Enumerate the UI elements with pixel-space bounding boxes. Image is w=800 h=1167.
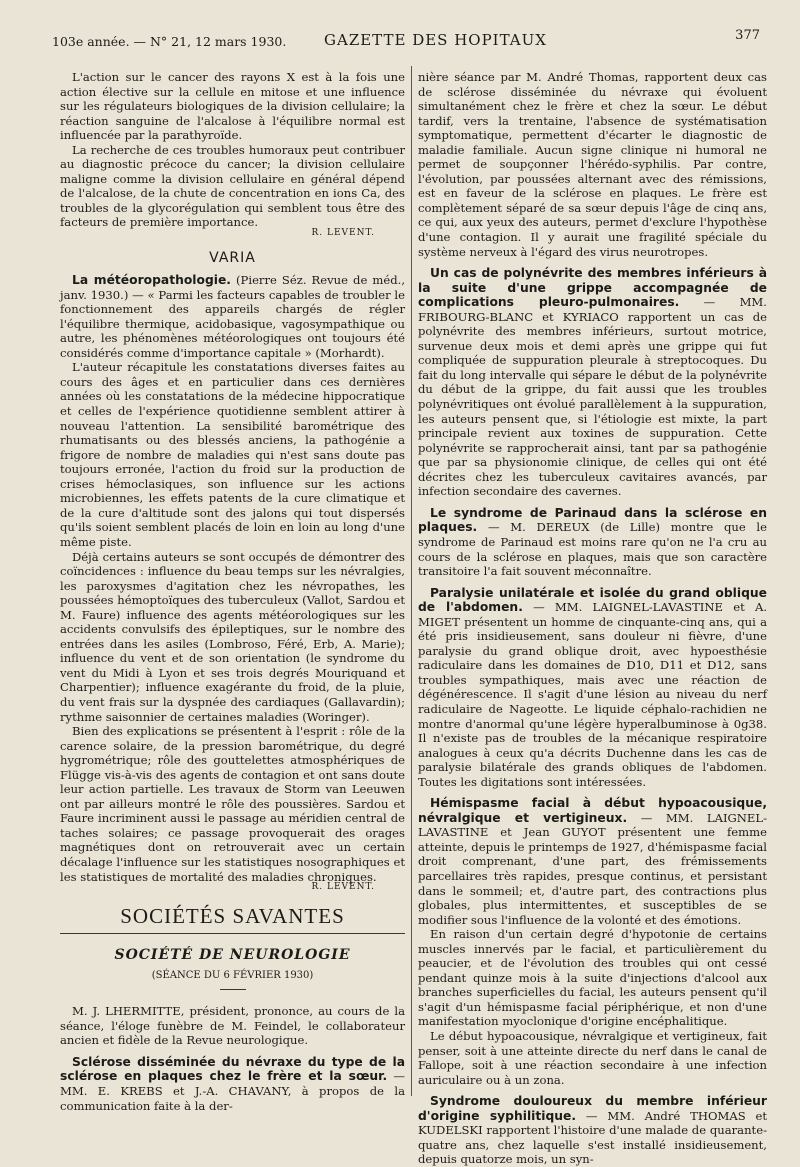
session-date: (SÉANCE DU 6 FÉVRIER 1930) <box>151 969 314 981</box>
article-meteo <box>60 273 405 360</box>
article-syndrome <box>418 1094 767 1167</box>
divider-short <box>220 989 246 990</box>
journal-title: GAZETTE DES HOPITAUX <box>324 31 547 49</box>
article-text: — M. DEREUX (de Lille) montre que le syndrome de Parinaud est moins rare qu'on ne l'a cru au cours de la sclérose en plaques, mais que son caractère transitoire l'a fait souvent méconnaître. <box>418 520 767 579</box>
article-text: — MM. André THOMAS et KUDELSKI rapportent l'histoire d'une malade de quarante-quatre ans, chez laquelle s'est installé insidieusement, depuis quatorze mois, un syn- <box>418 1108 767 1167</box>
article-title: Un cas de polynévrite des membres inférieurs à la suite d'une grippe accompagnée de complications pleuro-pulmonaires. <box>418 266 767 310</box>
paragraph: nière séance par M. André Thomas, rapportent deux cas de sclérose disséminée du névraxe qui évoluent simultanément chez le frère et chez la sœur. Le début tardif, vers la trentaine, l'absence de systématisation symptomatique, permettent d'écarter le diagnostic de maladie familiale. Aucun signe clinique ni humoral ne permet de soupçonner l'hérédo-syphilis. Par contre, l'évolution, par poussées alternant avec des rémissions, est en faveur de la sclérose en plaques. Le frère est complètement séparé de sa sœur depuis l'âge de cinq ans, ce qui, aux yeux des auteurs, permet d'exclure l'hypothèse d'une contagion. Il y aurait une fragilité spéciale du système nerveux à l'égard des virus neurotropes. <box>418 70 767 259</box>
article-title: Syndrome douloureux du membre inférieur d'origine syphilitique. <box>418 1094 767 1123</box>
column-separator <box>411 66 412 1096</box>
article-title: Hémispasme facial à début hypoacousique, névralgique et vertigineux. <box>418 796 767 825</box>
article-source: (Pierre Séz. Revue de méd., janv. 1930.) <box>60 273 406 302</box>
section-title-varia: VARIA <box>209 249 256 266</box>
article-paralysie <box>418 586 767 790</box>
issue-info: 103e année. — N° 21, 12 mars 1930. <box>52 34 287 49</box>
article-text: — MM. FRIBOURG-BLANC et KYRIACO rapportent un cas de polynévrite des membres inférieurs, surtout motrice, survenue deux mois et demi après une grippe qui fut compliquée de suppuration pleurale à streptocoques. Du fait du long intervalle qui sépare le début de la polynévrite du début de la grippe, du fait aussi que les troubles polynévritiques ont évolué parallèlement à la suppuration, les auteurs pensent que, si l'étiologie est mixte, la part principale revient aux toxines de suppuration. Cette polynévrite se rapprocherait ainsi, tant par sa pathogénie que par sa physionomie clinique, de celles qui ont été décrites chez les tuberculeux cavitaires avancés, par infection secondaire des cavernes. <box>418 295 767 499</box>
article-hemispasme <box>418 796 767 927</box>
article-polynevrite <box>418 266 767 499</box>
article-text: — « Parmi les facteurs capables de troubler le fonctionnement des appareils chargés de régler l'équilibre thermique, acidobasique, vagosympathique ou autre, les phénomènes météorologiques ont toujours été considérés comme d'importance capitale » (Morhardt). <box>60 287 406 360</box>
article-sclerose <box>60 1055 405 1113</box>
paragraph: Bien des explications se présentent à l'esprit : rôle de la carence solaire, de la pression barométrique, du degré hygrométrique; rôle des gouttelettes atmosphériques de Flügge vis-à-vis des agents de contagion et ont sans doute leur action partielle. Les travaux de Storm van Leeuwen ont par ailleurs montré le rôle des poussières. Sardou et Faure incriminent aussi le passage au méridien central de taches solaires; ce passage provoquerait des orages magnétiques dont on retrouverait avec un certain décalage l'influence sur les statistiques nosographiques et les statistiques de mortalité des maladies chroniques. <box>60 724 405 884</box>
signature: R. LEVENT. <box>311 228 375 239</box>
article-text: — MM. E. KREBS et J.-A. CHAVANY, à propos de la communication faite à la der- <box>60 1069 405 1113</box>
paragraph: La recherche de ces troubles humoraux peut contribuer au diagnostic précoce du cancer; la division cellulaire maligne comme la division cellulaire en général dépend de l'alcalose, de la chute de concentration en ions Ca, des troubles de la glycorégulation qui semblent tous être des facteurs de première importance. <box>60 142 405 230</box>
paragraph: L'auteur récapitule les constatations diverses faites au cours des âges et en particulier dans ces dernières années où les constatations de la médecine hippocratique et celles de l'expérience quotidienne semblent attirer à nouveau l'attention. La sensibilité barométrique des rhumatisants ou des blessés anciens, la pathogénie a frigore de nombre de maladies qui n'est sans doute pas toujours erronée, l'action du froid sur la production de crises hémoclasiques, son influence sur les actions microbiennes, les effets patents de la cure climatique et de la cure d'altitude sont des jalons qui tout dispersés qu'ils soient semblent placés de loin en loin au long d'une même piste. <box>60 360 405 549</box>
paragraph: L'action sur le cancer des rayons X est à la fois une action élective sur la cellule en mitose et une influence sur les régulateurs biologiques de la division cellulaire; la réaction sanguine de l'alcalose à l'équilibre normal est influencée par la parathyroïde. <box>60 70 405 143</box>
paragraph: Le début hypoacousique, névralgique et vertigineux, fait penser, soit à une atteinte directe du nerf dans le canal de Fallope, soit à une réaction secondaire à une infection auriculaire ou à un zona. <box>418 1029 767 1087</box>
paragraph: Déjà certains auteurs se sont occupés de démontrer des coïncidences : influence du beau temps sur les névralgies, les paroxysmes d'agitation chez les névropathes, les poussées hémoptoïques des tuberculeux (Vallot, Sardou et M. Faure) influence des agents météorologiques sur les accidents convulsifs des épileptiques, sur le nombre des entrées dans les asiles (Lombroso, Féré, Erb, A. Marie); influence du vent et de son orientation (le syndrome du vent du Midi à Lyon et ses trois degrés Mouriquand et Charpentier); influence exagérante du froid, de la pluie, du vent frais sur la dyspnée des cardiaques (Gallavardin); rythme saisonnier de certaines maladies (Woringer). <box>60 549 405 724</box>
page-number: 377 <box>735 28 760 43</box>
page-header <box>52 28 760 54</box>
article-text: — MM. LAIGNEL-LAVASTINE et A. MIGET présentent un homme de cinquante-cinq ans, qui a été pris insidieusement, sans douleur ni fièvre, d'une paralysie du grand oblique droit, avec hypoesthésie radiculaire dans les domaines de D10, D11 et D12, sans troubles sympathiques, mais avec une réaction de dégénérescence. Il s'agit d'une lésion au niveau du nerf radiculaire de Nageotte. Le liquide céphalo-rachidien ne montre d'anormal qu'une légère hyperalbuminose à 0g38. Il n'existe pas de troubles de la mécanique respiratoire analogues à ceux qu'a décrits Duchenne dans les cas de paralysie bilatérale des grands obliques de l'abdomen. Toutes les digitations sont intéressées. <box>418 600 768 789</box>
society-title: SOCIÉTÉ DE NEUROLOGIE <box>114 947 351 964</box>
article-parinaud <box>418 506 767 579</box>
section-title-societes: SOCIÉTÉS SAVANTES <box>120 903 345 928</box>
article-title: La météoropathologie. <box>72 273 231 288</box>
right-column <box>418 70 767 1167</box>
article-text: — MM. LAIGNEL-LAVASTINE et Jean GUYOT présentent une femme atteinte, depuis le printemps de 1927, d'hémispasme facial droit comprenant, d'une part, des frémissements parcellaires très rapides, presque continus, et persistant dans le sommeil; et, d'autre part, des contractions plus globales, plus intermittentes, et susceptibles de se modifier sous l'influence de la volonté et des émotions. <box>418 810 768 927</box>
article-title: Paralysie unilatérale et isolée du grand oblique de l'abdomen. <box>418 585 767 615</box>
divider <box>60 933 405 934</box>
article-title: Le syndrome de Parinaud dans la sclérose en plaques. <box>418 505 767 535</box>
left-column <box>60 70 405 1113</box>
paragraph: En raison d'un certain degré d'hypotonie de certains muscles innervés par le facial, et particulièrement du peaucier, et de l'évolution des troubles qui ont cessé pendant quinze mois à la suite d'injections d'alcool aux branches superficielles du facial, les auteurs pensent qu'il s'agit d'un hémispasme facial périphérique, et non d'une manifestation myoclonique d'origine encéphalitique. <box>418 927 767 1029</box>
signature: R. LEVENT. <box>311 882 375 893</box>
paragraph: M. J. LHERMITTE, président, prononce, au cours de la séance, l'éloge funèbre de M. Feindel, le collaborateur ancien et fidèle de la Revue neurologique. <box>60 1004 405 1048</box>
article-title: Sclérose disséminée du névraxe du type de la sclérose en plaques chez le frère et la sœur. <box>60 1054 405 1084</box>
